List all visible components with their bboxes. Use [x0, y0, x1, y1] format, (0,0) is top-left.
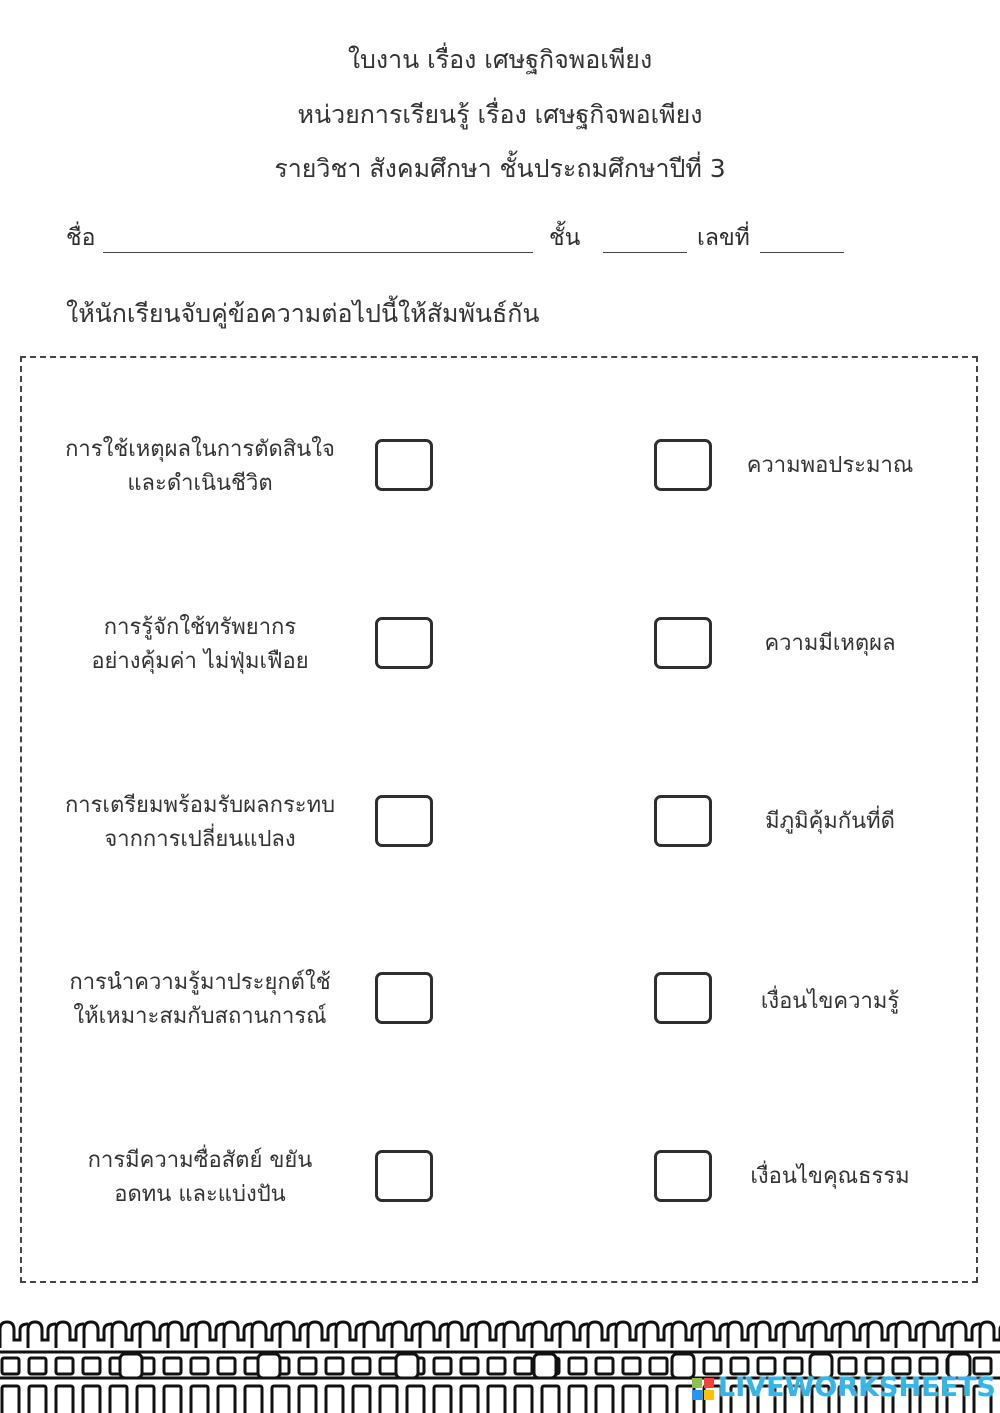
number-label: เลขที่: [697, 225, 750, 251]
right-item-4: เงื่อนไขความรู้: [760, 989, 900, 1014]
answer-box-left-3[interactable]: [375, 795, 433, 847]
answer-box-right-1[interactable]: [654, 439, 712, 491]
name-field[interactable]: [103, 252, 533, 253]
left-item-1: การใช้เหตุผลในการตัดสินใจ และดำเนินชีวิต: [65, 437, 335, 496]
left-item-4: การนำความรู้มาประยุกต์ใช้ ให้เหมาะสมกับสถานการณ์: [69, 970, 331, 1029]
class-label: ชั้น: [549, 225, 581, 251]
answer-box-right-2[interactable]: [654, 617, 712, 669]
number-field[interactable]: [760, 252, 844, 253]
left-item-3: การเตรียมพร้อมรับผลกระทบ จากการเปลี่ยนแปลง: [64, 793, 336, 852]
match-row-3: [0, 786, 1000, 866]
match-row-5: [0, 1141, 1000, 1221]
right-item-3: มีภูมิคุ้มกันที่ดี: [765, 809, 895, 834]
worksheet-title: ใบงาน เรื่อง เศษฐกิจพอเพียง: [347, 45, 653, 74]
unit-title: หน่วยการเรียนรู้ เรื่อง เศษฐกิจพอเพียง: [297, 100, 703, 129]
answer-box-left-2[interactable]: [375, 617, 433, 669]
answer-box-left-1[interactable]: [375, 439, 433, 491]
answer-box-right-3[interactable]: [654, 795, 712, 847]
left-item-5: การมีความซื่อสัตย์ ขยัน อดทน และแบ่งปัน: [87, 1148, 313, 1207]
liveworksheets-watermark: LIVEWORKSHEETS: [718, 1372, 996, 1403]
subject-title: รายวิชา สังคมศึกษา ชั้นประถมศึกษาปีที่ 3: [274, 154, 726, 183]
liveworksheets-logo-icon: [692, 1378, 714, 1400]
right-item-1: ความพอประมาณ: [746, 453, 914, 478]
match-row-4: [0, 963, 1000, 1043]
match-row-1: [0, 430, 1000, 510]
answer-box-right-4[interactable]: [654, 972, 712, 1024]
instruction-text: ให้นักเรียนจับคู่ข้อความต่อไปนี้ให้สัมพันธ์กัน: [66, 299, 540, 328]
match-row-2: [0, 608, 1000, 688]
left-item-2: การรู้จักใช้ทรัพยากร อย่างคุ้มค่า ไม่ฟุ่มเฟือย: [91, 615, 309, 674]
answer-box-left-5[interactable]: [375, 1150, 433, 1202]
answer-box-left-4[interactable]: [375, 972, 433, 1024]
class-field[interactable]: [603, 252, 687, 253]
answer-box-right-5[interactable]: [654, 1150, 712, 1202]
right-item-2: ความมีเหตุผล: [764, 631, 896, 656]
name-label: ชื่อ: [66, 225, 96, 251]
student-info-row: [0, 218, 1000, 258]
right-item-5: เงื่อนไขคุณธรรม: [750, 1164, 910, 1189]
